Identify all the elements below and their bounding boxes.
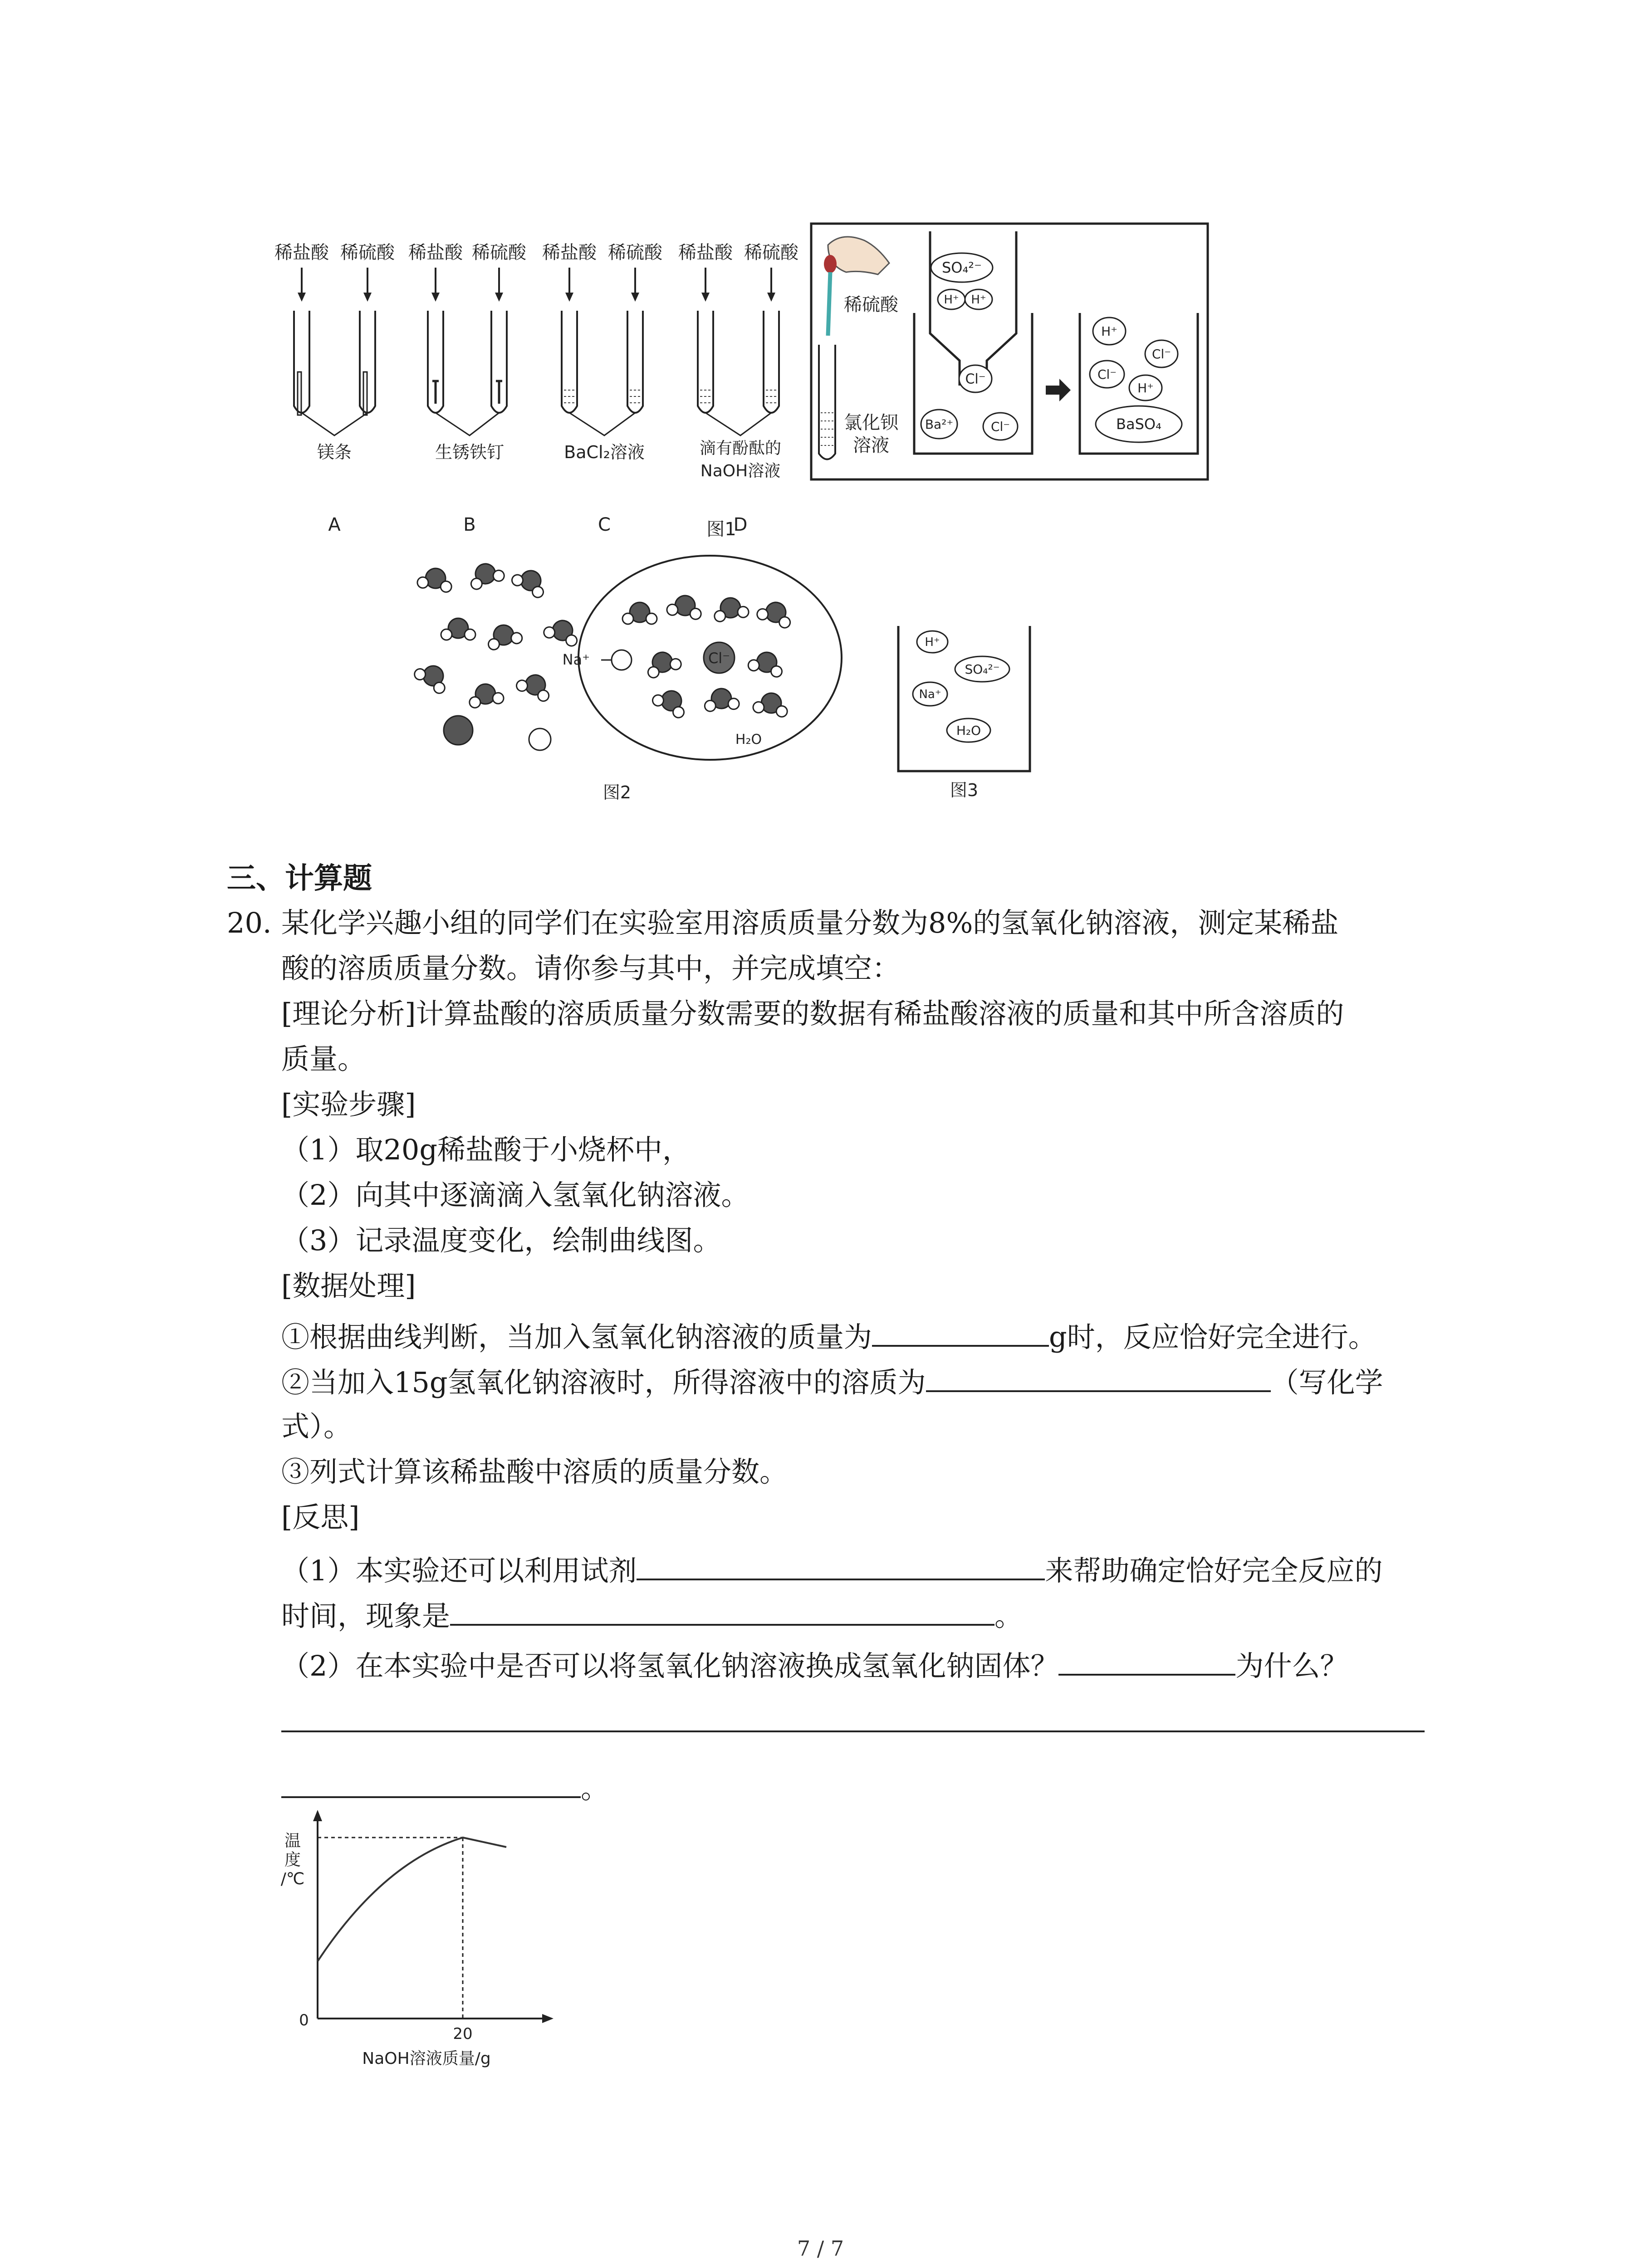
ions-beaker-drawing [898, 626, 1030, 800]
arrow-head-icon [495, 293, 503, 302]
pointer-line-icon [569, 413, 635, 435]
data-item-1 [281, 1313, 1376, 1360]
figure2-caption: 图2 [603, 782, 632, 802]
reflect-item-1 [281, 1547, 1382, 1593]
ion-label: Cl⁻ [1097, 367, 1117, 382]
group-label: 生锈铁钉 [435, 442, 505, 462]
ion-label: Na⁺ [919, 688, 941, 702]
group-letter: C [598, 514, 611, 535]
ion-label: H⁺ [1137, 380, 1154, 396]
tube-top-label: 稀硫酸 [472, 242, 526, 263]
water-molecule-icon [416, 566, 454, 593]
test-tube-icon [562, 311, 577, 413]
answer-blank-phenomenon[interactable] [450, 1592, 994, 1626]
tube-top-label: 稀硫酸 [744, 242, 798, 263]
rusty-nail-icon [496, 381, 502, 404]
theory-line1: [理论分析]计算盐酸的溶质质量分数需要的数据有稀盐酸溶液的质量和其中所含溶质的 [281, 997, 1344, 1030]
chart-plot [281, 1810, 554, 2068]
water-molecule-icon [412, 658, 453, 695]
reflect-item-1-line2-tail: 。 [994, 1599, 1023, 1633]
water-molecule-icon [666, 593, 704, 620]
temperature-chart [272, 1810, 567, 2082]
water-label: H₂O [735, 732, 762, 748]
group-letter: D [733, 514, 748, 535]
dropper-tube-icon [828, 272, 830, 336]
tube-top-label: 稀盐酸 [542, 242, 597, 263]
reflect-heading: [反思] [281, 1501, 360, 1534]
figure3-caption: 图3 [950, 780, 979, 800]
sodium-ion-icon [612, 650, 632, 670]
ion-label: H⁺ [944, 293, 959, 307]
reason-line2 [281, 1765, 609, 1811]
step-2: （2）向其中逐滴滴入氢氧化钠溶液。 [281, 1178, 749, 1212]
answer-blank-mass[interactable] [872, 1313, 1049, 1347]
right-arrow-icon [1046, 379, 1071, 401]
ion-label: Cl⁻ [1151, 346, 1171, 362]
section-title: 三、计算题 [227, 862, 372, 895]
ion-label: SO₄²⁻ [965, 661, 1000, 677]
answer-blank-yes-no[interactable] [1058, 1642, 1235, 1676]
water-molecule-icon [622, 602, 657, 624]
pointer-line-icon [436, 413, 499, 435]
arrow-head-icon [767, 293, 775, 302]
water-molecule-icon [747, 648, 786, 678]
ion-label: H⁺ [1101, 323, 1117, 339]
steps-heading: [实验步骤] [281, 1088, 416, 1121]
water-molecule-icon [755, 597, 795, 629]
magnesium-ribbon-icon [298, 372, 301, 415]
particle-drawing [412, 556, 842, 802]
tube-top-label: 稀硫酸 [608, 242, 662, 263]
y-axis-label: 度 [284, 1851, 301, 1869]
x-axis-label: NaOH溶液质量/g [362, 2049, 491, 2068]
x-axis-arrow-icon [542, 2014, 554, 2023]
water-molecule-icon [643, 647, 683, 679]
tube-top-label: 稀硫酸 [340, 242, 395, 263]
water-molecule-icon [466, 558, 506, 591]
reflect-item-2-text: （2）在本实验中是否可以将氢氧化钠溶液换成氢氧化钠固体？ [281, 1649, 1059, 1682]
data-item-3: ③列式计算该稀盐酸中溶质的质量分数。 [281, 1455, 788, 1488]
ion-label: H₂O [956, 723, 981, 738]
pointer-line-icon [302, 413, 367, 435]
ion-label: BaSO₄ [1116, 415, 1161, 433]
group-letter: A [328, 514, 341, 535]
group-label: BaCl₂溶液 [564, 442, 645, 462]
sodium-particle-icon [529, 728, 551, 750]
ion-label: H⁺ [971, 293, 986, 307]
dropper-bulb-icon [824, 255, 837, 273]
acid-label: 稀硫酸 [844, 294, 898, 315]
figure2-particles [408, 553, 907, 807]
pointer-line-icon [705, 413, 771, 435]
hand-icon [828, 237, 889, 274]
answer-blank-solute[interactable] [926, 1359, 1271, 1392]
question-intro-line2: 酸的溶质质量分数。请你参与其中，并完成填空： [281, 952, 901, 985]
arrow-head-icon [631, 293, 639, 302]
arrow-head-icon [363, 293, 372, 302]
reflect-item-1-line2-text: 时间，现象是 [281, 1599, 451, 1633]
reflect-item-2 [281, 1642, 1348, 1689]
group-label: NaOH溶液 [700, 462, 781, 480]
beaker-drawing [819, 231, 1198, 459]
question-number: 20. [227, 906, 272, 939]
water-molecule-icon [703, 687, 740, 712]
tube-top-label: 稀盐酸 [274, 242, 329, 263]
ion-label: Cl⁻ [990, 419, 1010, 434]
arrow-head-icon [565, 293, 573, 302]
water-molecule-icon [542, 615, 582, 647]
answer-blank-reagent[interactable] [637, 1547, 1045, 1580]
origin-label: 0 [299, 2011, 309, 2029]
page-number: 7 / 7 [797, 2236, 844, 2261]
y-axis-arrow-icon [313, 1810, 322, 1821]
figure1-caption: 图1 [706, 519, 736, 540]
arrow-head-icon [298, 293, 306, 302]
data-item-2-line2: 式）。 [281, 1410, 352, 1443]
chloride-particle-icon [444, 716, 473, 745]
ion-label: H⁺ [925, 635, 940, 650]
test-tube-icon [764, 311, 779, 413]
step-3: （3）记录温度变化，绘制曲线图。 [281, 1224, 721, 1257]
reflect-item-1-tail: 来帮助确定恰好完全反应的 [1045, 1554, 1383, 1587]
ion-label: SO₄²⁻ [941, 259, 982, 277]
tube-top-label: 稀盐酸 [678, 242, 733, 263]
arrow-head-icon [701, 293, 710, 302]
small-tube-icon [819, 345, 835, 459]
reflect-item-1-line2 [281, 1592, 1023, 1639]
water-molecule-icon [441, 618, 475, 640]
reason-end: 。 [581, 1772, 609, 1805]
reflect-item-1-text: （1）本实验还可以利用试剂 [281, 1554, 637, 1587]
sodium-ion-label: Na⁺ [562, 651, 590, 668]
water-molecule-icon [510, 563, 551, 600]
data-item-2 [281, 1359, 1383, 1405]
group-label: 滴有酚酞的 [699, 439, 782, 458]
answer-blank-reason-line2[interactable] [281, 1765, 581, 1798]
data-item-1-text: ①根据曲线判断，当加入氢氧化钠溶液的质量为 [281, 1320, 872, 1354]
group-letter: B [463, 514, 476, 535]
solution-label: 溶液 [853, 435, 889, 456]
figure1-beakers [810, 222, 1209, 481]
test-tube-icon [627, 311, 643, 413]
water-molecule-icon [515, 669, 555, 703]
data-item-2-text: ②当加入15g氢氧化钠溶液时，所得溶液中的溶质为 [281, 1366, 926, 1399]
rusty-nail-icon [432, 381, 439, 404]
answer-blank-reason-line1[interactable] [281, 1730, 1425, 1732]
arrow-head-icon [431, 293, 440, 302]
temperature-curve [318, 1838, 506, 1961]
y-axis-label: 温 [284, 1832, 301, 1850]
theory-line2: 质量。 [281, 1042, 366, 1075]
group-label: 镁条 [317, 442, 352, 462]
figure3-beaker [894, 617, 1039, 807]
test-tube-icon [698, 311, 713, 413]
data-item-2-tail: （写化学 [1270, 1366, 1383, 1399]
step-1: （1）取20g稀盐酸于小烧杯中， [281, 1133, 691, 1166]
water-molecule-icon [712, 595, 749, 622]
ion-label: Ba²⁺ [925, 416, 954, 432]
question-intro-line1: 某化学兴趣小组的同学们在实验室用溶质质量分数为8%的氢氧化钠溶液，测定某稀盐 [281, 906, 1339, 939]
x-tick-label: 20 [453, 2025, 473, 2043]
water-molecule-icon [752, 690, 790, 718]
water-molecule-icon [651, 684, 691, 720]
data-heading: [数据处理] [281, 1269, 416, 1302]
figure1-test-tubes [268, 236, 812, 553]
ion-label: Cl⁻ [965, 371, 986, 387]
y-axis-label: /℃ [280, 1870, 305, 1888]
magnesium-ribbon-icon [363, 372, 367, 415]
water-molecule-icon [485, 621, 524, 651]
water-molecule-icon [467, 681, 505, 709]
tube-top-label: 稀盐酸 [408, 242, 463, 263]
reflect-item-2-tail: 为什么？ [1235, 1649, 1348, 1682]
solution-label: 氯化钡 [844, 412, 898, 433]
chloride-ion-label: Cl⁻ [708, 650, 730, 667]
test-tube-group [274, 242, 799, 535]
data-item-1-tail: g时，反应恰好完全进行。 [1049, 1320, 1376, 1354]
